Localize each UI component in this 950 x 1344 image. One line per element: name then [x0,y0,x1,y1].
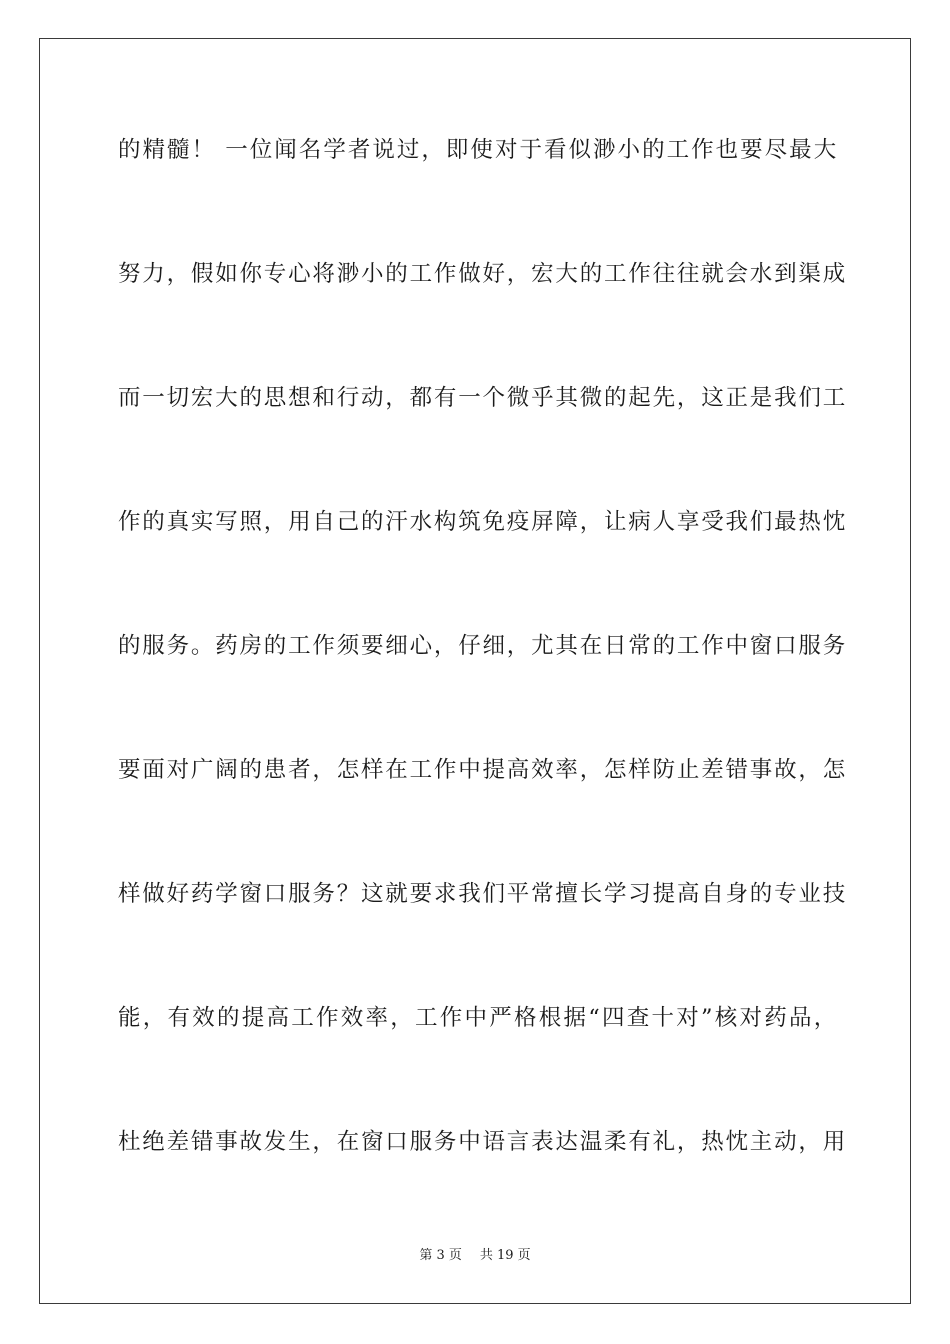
text-line-4: 作的真实写照，用自己的汗水构筑免疫屏障，让病人享受我们最热忱 [118,509,848,535]
page-footer [0,1246,950,1266]
text-line-7: 样做好药学窗口服务？这就要求我们平常擅长学习提高自身的专业技 [118,881,848,907]
document-body [118,130,848,1246]
text-line-6: 要面对广阔的患者，怎样在工作中提高效率，怎样防止差错事故，怎 [118,757,848,783]
text-line-1: 的精髓！ 一位闻名学者说过，即使对于看似渺小的工作也要尽最大 [118,137,838,163]
text-line-2: 努力，假如你专心将渺小的工作做好，宏大的工作往往就会水到渠成 [118,261,848,287]
text-line-3: 而一切宏大的思想和行动，都有一个微乎其微的起先，这正是我们工 [118,385,848,411]
page-total: 共 19 页 [479,1248,531,1263]
text-line-9: 杜绝差错事故发生，在窗口服务中语言表达温柔有礼，热忱主动，用 [118,1129,848,1155]
page-number: 第 3 页 [419,1248,462,1263]
text-line-5: 的服务。药房的工作须要细心，仔细，尤其在日常的工作中窗口服务 [118,633,848,659]
text-line-8: 能，有效的提高工作效率，工作中严格根据“四查十对”核对药品， [118,1005,838,1031]
